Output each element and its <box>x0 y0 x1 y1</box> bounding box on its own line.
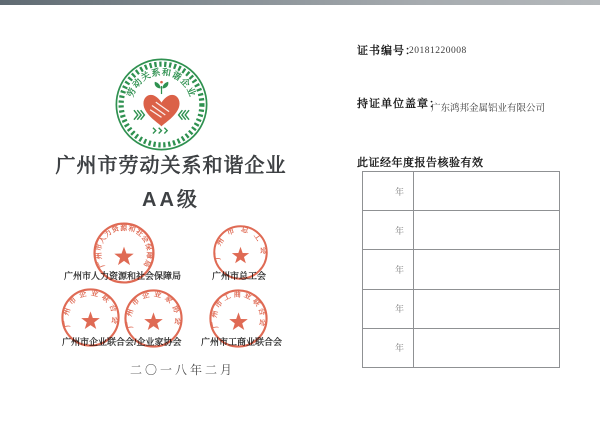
issuer-label-commerce-federation: 广州市工商业联合会 <box>201 337 283 347</box>
certificate-grade: AA级 <box>142 189 200 211</box>
seal-enterprise-federation <box>60 287 121 348</box>
issuer-label-hr-bureau: 广州市人力资源和社会保障局 <box>64 271 182 281</box>
seal-trade-union <box>212 224 269 281</box>
seal-star-icon <box>229 312 248 330</box>
verification-blank-cell <box>414 329 559 367</box>
sprout-leaf-left <box>155 82 161 89</box>
verification-blank-cell <box>414 290 559 328</box>
table-row <box>363 290 559 329</box>
issuer-label-enterprise-federation: 广州市企业联合会/企业家协会 <box>62 337 182 347</box>
svg-text:广州市总工会: 广州市总工会 <box>212 224 269 260</box>
handshake-heart-icon <box>143 95 179 126</box>
bottom-chevrons <box>153 128 167 134</box>
table-row <box>363 250 559 289</box>
year-cell: 年 <box>363 250 414 288</box>
svg-text:广州市人力资源和社会保障局: 广州市人力资源和社会保障局 <box>95 224 153 269</box>
issuer-label-trade-union: 广州市总工会 <box>212 271 267 281</box>
table-row <box>363 172 559 211</box>
sprout-berry <box>160 81 163 84</box>
cert-number-value: 20181220008 <box>409 46 467 56</box>
year-cell: 年 <box>363 172 414 210</box>
annual-verification-table <box>362 171 560 368</box>
verification-blank-cell <box>414 211 559 249</box>
holder-company-name: 广东鸿邦金属铝业有限公司 <box>431 104 546 114</box>
svg-text:广州市企业联合会: 广州市企业联合会 <box>61 288 120 329</box>
sprout-leaf-right <box>162 82 168 89</box>
seal-commerce-federation <box>208 288 269 349</box>
seal-star-icon <box>114 247 133 265</box>
seal-entrepreneurs-association <box>123 288 184 349</box>
svg-text:广州市企业家协会: 广州市企业家协会 <box>124 289 183 330</box>
table-row <box>363 211 559 250</box>
year-cell: 年 <box>363 211 414 249</box>
year-cell: 年 <box>363 329 414 367</box>
cert-number-label: 证书编号： <box>357 45 417 57</box>
seal-star-icon <box>81 311 100 329</box>
seal-hr-social-security-bureau <box>92 221 156 285</box>
verification-blank-cell <box>414 172 559 210</box>
year-cell: 年 <box>363 290 414 328</box>
harmony-enterprise-emblem-icon <box>114 57 209 152</box>
emblem-ring-text: 劳动关系和谐企业 <box>125 66 198 99</box>
left-chevrons <box>134 110 144 120</box>
svg-text:广州市工商业联合会: 广州市工商业联合会 <box>209 289 268 330</box>
issue-date: 二〇一八年二月 <box>129 363 235 377</box>
right-chevrons <box>179 110 189 120</box>
holder-seal-label: 持证单位盖章： <box>357 98 441 110</box>
table-row <box>363 329 559 367</box>
verification-blank-cell <box>414 250 559 288</box>
scan-edge-top <box>0 0 600 5</box>
certificate-title: 广州市劳动关系和谐企业 <box>55 155 287 177</box>
annual-verification-note: 此证经年度报告核验有效 <box>357 157 484 169</box>
seal-star-icon <box>232 247 249 263</box>
seal-star-icon <box>144 312 163 330</box>
